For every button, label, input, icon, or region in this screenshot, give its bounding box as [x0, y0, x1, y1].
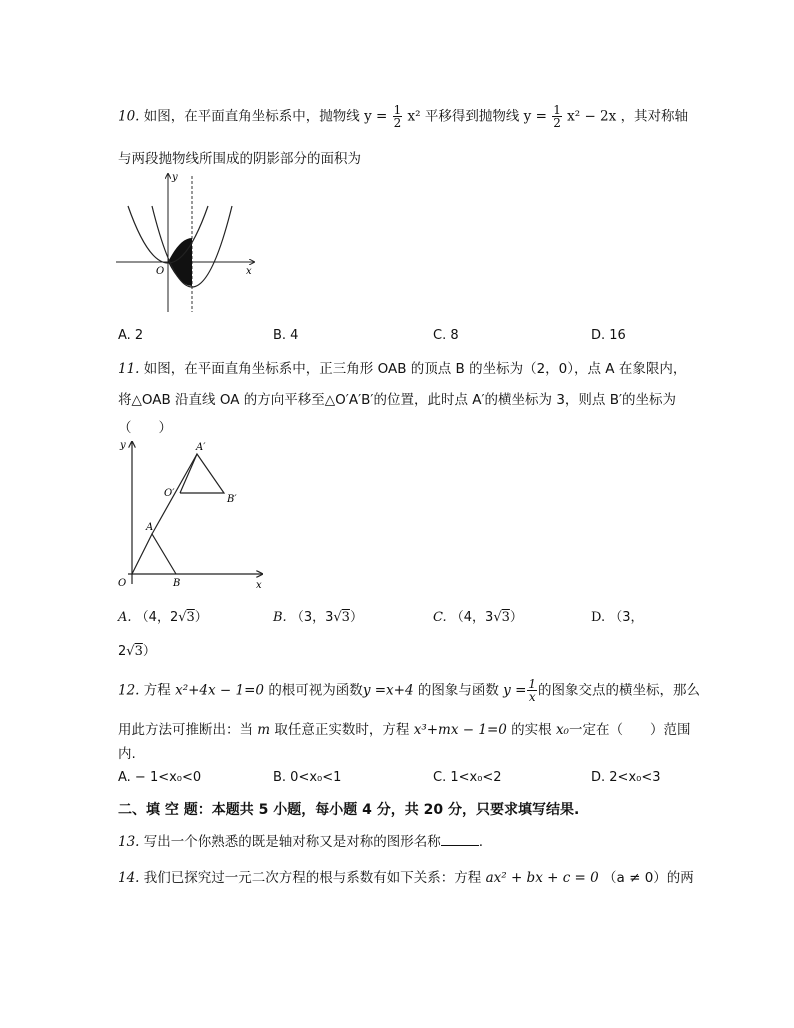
q10-text-a: 如图，在平面直角坐标系中，抛物线 — [143, 108, 360, 125]
q12-line3: 内. — [118, 746, 136, 762]
q10-text-c: ，其对称轴 — [620, 108, 689, 125]
q11-figure — [112, 436, 272, 591]
q10-frac1: $\frac{1}{2}$ — [393, 103, 402, 130]
q10-eq1-lhs: y = — [364, 108, 388, 125]
q13-number: 13. — [118, 834, 140, 850]
q13-blank[interactable] — [441, 835, 479, 846]
q11-triangle-oab — [132, 534, 176, 574]
q10-label-x: x — [246, 266, 252, 277]
q11-option-d: D. （3， — [591, 610, 644, 625]
q10-eq1-rhs: x² — [407, 108, 421, 125]
q11-line3: （ ） — [118, 420, 172, 436]
q11-label-b: B — [173, 578, 181, 589]
q11-label-a: A — [146, 522, 154, 533]
q12-option-c: C. 1<x₀<2 — [433, 770, 502, 785]
q12-eq-a: x²+4x − 1=0 — [175, 682, 265, 699]
q11-label-x: x — [256, 580, 262, 591]
q11-label-y: y — [120, 440, 126, 451]
q10-label-y: y — [172, 172, 178, 183]
q12-option-d: D. 2<x₀<3 — [591, 770, 661, 785]
q10-option-d: D. 16 — [591, 328, 626, 343]
q10-option-c: C. 8 — [433, 328, 459, 343]
q14-number: 14. — [118, 870, 140, 886]
q10-number: 10. — [118, 108, 140, 125]
q10-frac2: $\frac{1}{2}$ — [553, 103, 561, 130]
q12-frac: $\frac{1}{x}$ — [528, 677, 537, 704]
q11-option-d-cont: 2√3） — [118, 644, 156, 659]
q12-eq-b: y =x+4 — [362, 682, 414, 699]
q11-line1 — [118, 357, 686, 377]
q12-option-b: B. 0<x₀<1 — [273, 770, 342, 785]
q14-eq: ax² + bx + c = 0 — [485, 870, 599, 886]
q10-option-a: A. 2 — [118, 328, 144, 343]
q10-eq2-rhs: x² − 2x — [567, 108, 617, 125]
q12-number: 12. — [118, 682, 140, 699]
q13-line: 13. 写出一个你熟悉的既是轴对称又是对称的图形名称 . — [118, 834, 484, 850]
q11-label-b-prime: B′ — [227, 494, 237, 505]
section2-title: 二、填 空 题：本题共 5 小题，每小题 4 分，共 20 分，只要求填写结果. — [118, 802, 580, 818]
q12-line2: 用此方法可推断出：当 m 取任意正实数时，方程 x³+mx − 1=0 的实根 x₀一定在（ ）范围 — [118, 722, 691, 738]
q11-line2: 将△OAB 沿直线 OA 的方向平移至△O′A′B′的位置，此时点 A′的横坐标为 3，则点 B′的坐标为 — [118, 392, 677, 408]
q10-line2: 与两段抛物线所围成的阴影部分的面积为 — [118, 151, 361, 167]
q12-option-a: A. − 1<x₀<0 — [118, 770, 202, 785]
q10-text-b: 平移得到抛物线 — [424, 108, 520, 125]
q11-line1-text: 如图，在平面直角坐标系中，正三角形 OAB 的顶点 B 的坐标为（2，0），点 A 在象限内， — [143, 361, 687, 377]
q14-line: 14. 我们已探究过一元二次方程的根与系数有如下关系：方程 ax² + bx + c = 0 （a ≠ 0）的两 — [118, 870, 694, 886]
q12-line1: 12. 方程 x²+4x − 1=0 的根可视为函数y =x+4 的图象与函数 y = $\frac{1}{x}$ 的图象交点的横坐标，那么 — [118, 677, 701, 704]
q10-label-o: O — [156, 266, 165, 277]
q10-line1 — [118, 104, 688, 129]
q11-option-b: B. （3，3√3） — [273, 610, 363, 625]
q10-eq2-lhs: y = — [523, 108, 547, 125]
q10-figure — [112, 170, 262, 315]
q11-option-a: A. （4，2√3） — [118, 610, 208, 625]
q11-number: 11. — [118, 361, 140, 377]
q11-line-oa-extended — [152, 454, 197, 534]
q11-label-o-prime: O′ — [164, 488, 175, 499]
q11-option-c: C. （4，3√3） — [433, 610, 523, 625]
q11-label-o: O — [118, 578, 127, 589]
q10-option-b: B. 4 — [273, 328, 299, 343]
q11-label-a-prime: A′ — [196, 442, 206, 453]
